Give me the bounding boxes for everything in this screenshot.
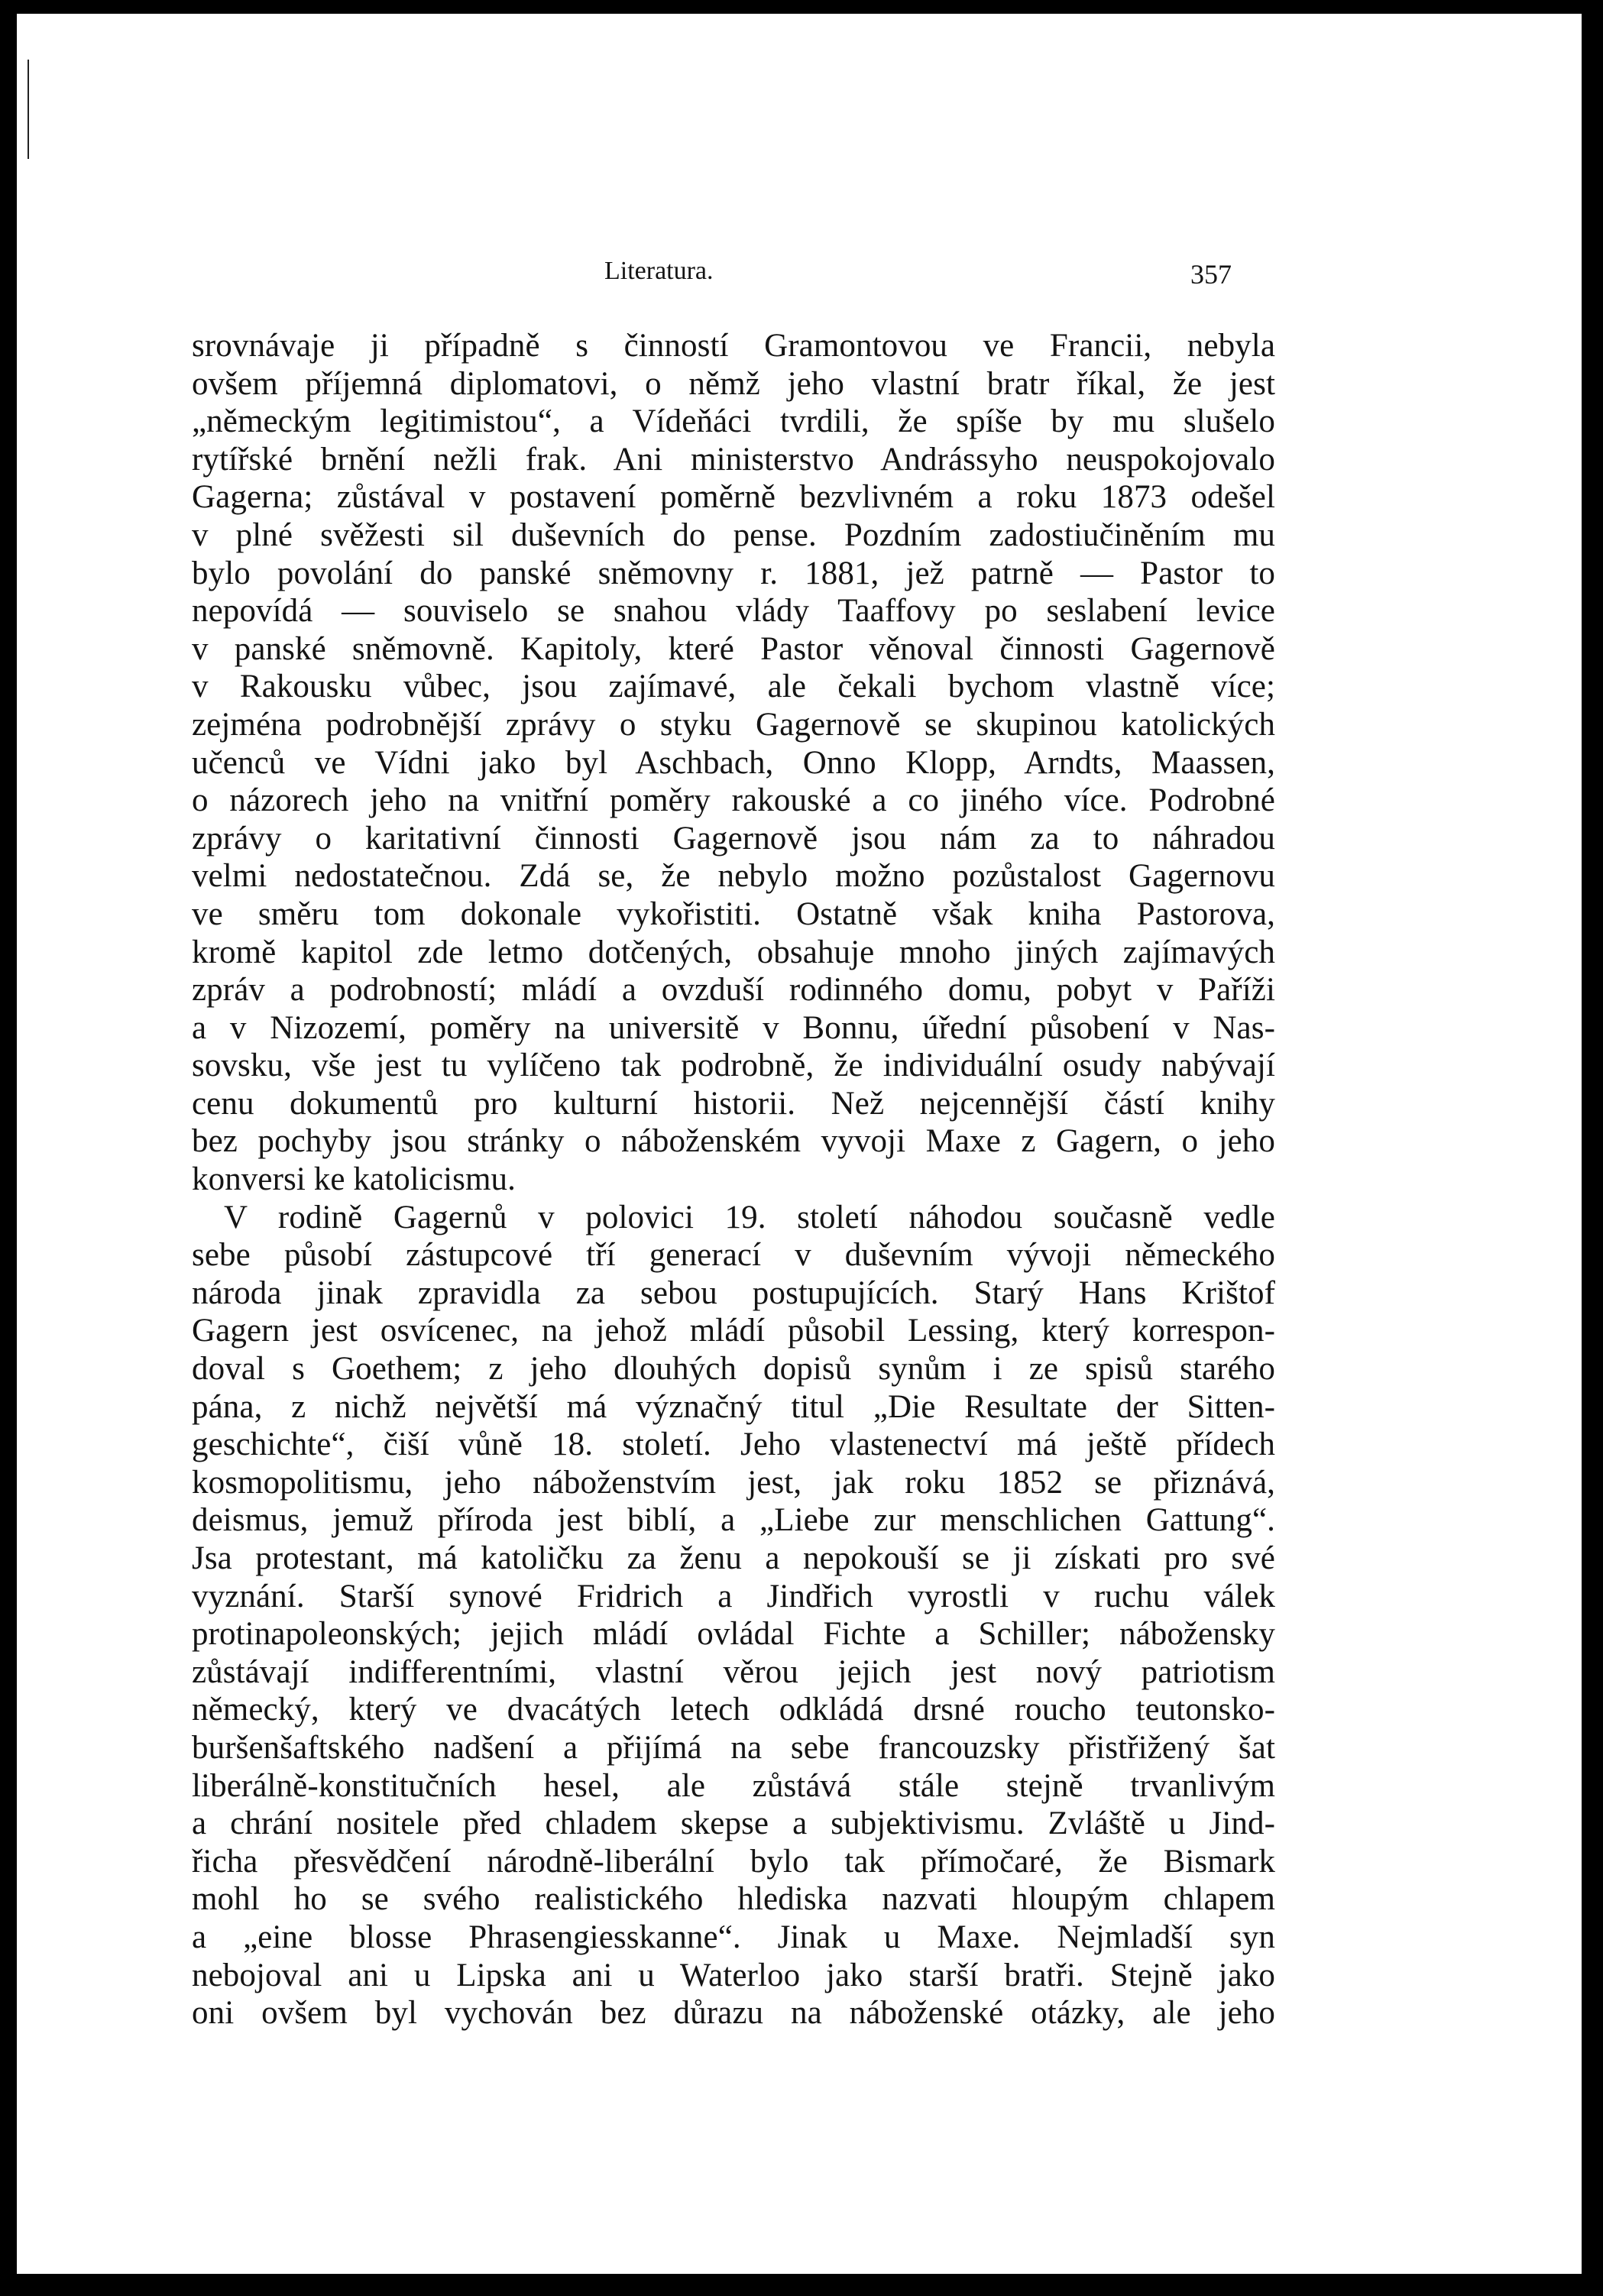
scan-edge-line xyxy=(28,60,29,159)
text-line: zpráv a podrobností; mládí a ovzduší rodinného domu, pobyt v Paříži xyxy=(192,972,1275,1009)
text-line: nebojoval ani u Lipska ani u Waterloo jako starší bratři. Stejně jako xyxy=(192,1957,1275,1993)
text-line: srovnávaje ji případně s činností Gramontovou ve Francii, nebyla xyxy=(192,328,1275,364)
text-line: ovšem příjemná diplomatovi, o němž jeho vlastní bratr říkal, že jest xyxy=(192,365,1275,402)
text-line: liberálně-konstitučních hesel, ale zůstává stále stejně trvanlivým xyxy=(192,1767,1275,1804)
text-line: geschichte“, čiší vůně 18. století. Jeho vlastenectví má ještě přídech xyxy=(192,1426,1275,1463)
text-line: zejména podrobnější zprávy o styku Gagernově se skupinou katolických xyxy=(192,706,1275,743)
page-number: 357 xyxy=(1190,259,1232,290)
text-line: velmi nedostatečnou. Zdá se, že nebylo možno pozůstalost Gagernovu xyxy=(192,858,1275,895)
text-line: mohl ho se svého realistického hlediska nazvati hloupým chlapem xyxy=(192,1881,1275,1918)
text-line: Jsa protestant, má katoličku za ženu a nepokouší se ji získati pro své xyxy=(192,1540,1275,1576)
text-line: oni ovšem byl vychován bez důrazu na náboženské otázky, ale jeho xyxy=(192,1995,1275,2032)
text-line: vyznání. Starší synové Fridrich a Jindřich vyrostli v ruchu válek xyxy=(192,1578,1275,1614)
text-line: zůstávají indifferentními, vlastní věrou jejich jest nový patriotism xyxy=(192,1653,1275,1690)
text-line: sovsku, vše jest tu vylíčeno tak podrobně, že individuální osudy nabývají xyxy=(192,1048,1275,1084)
text-line: Gagern jest osvícenec, na jehož mládí působil Lessing, který korrespon- xyxy=(192,1313,1275,1349)
text-line: deismus, jemuž příroda jest biblí, a „Liebe zur menschlichen Gattung“. xyxy=(192,1502,1275,1539)
text-line: zprávy o karitativní činnosti Gagernově jsou nám za to náhradou xyxy=(192,820,1275,857)
text-line: bez pochyby jsou stránky o náboženském vyvoji Maxe z Gagern, o jeho xyxy=(192,1123,1275,1160)
text-line: pána, z nichž největší má význačný titul „Die Resultate der Sitten- xyxy=(192,1388,1275,1425)
text-line: doval s Goethem; z jeho dlouhých dopisů synům i ze spisů starého xyxy=(192,1351,1275,1388)
text-line: učenců ve Vídni jako byl Aschbach, Onno Klopp, Arndts, Maassen, xyxy=(192,744,1275,781)
text-line: německý, který ve dvacátých letech odkládá drsné roucho teutonsko- xyxy=(192,1692,1275,1728)
text-line: rytířské brnění nežli frak. Ani ministerstvo Andrássyho neuspokojovalo xyxy=(192,441,1275,478)
text-line: v Rakousku vůbec, jsou zajímavé, ale čekali bychom vlastně více; xyxy=(192,669,1275,705)
text-line: v plné svěžesti sil duševních do pense. Pozdním zadostiučiněním mu xyxy=(192,517,1275,553)
text-line: řicha přesvědčení národně-liberální bylo tak přímočaré, že Bismark xyxy=(192,1843,1275,1880)
text-line: nepovídá — souviselo se snahou vlády Taaffovy po seslabení levice xyxy=(192,593,1275,630)
text-line: konversi ke katolicismu. xyxy=(192,1161,516,1198)
text-line: Gagerna; zůstával v postavení poměrně bezvlivném a roku 1873 odešel xyxy=(192,479,1275,516)
text-line: kromě kapitol zde letmo dotčených, obsahuje mnoho jiných zajímavých xyxy=(192,934,1275,970)
text-line: a „eine blosse Phrasengiesskanne“. Jinak u Maxe. Nejmladší syn xyxy=(192,1919,1275,1955)
text-line: protinapoleonských; jejich mládí ovládal Fichte a Schiller; nábožensky xyxy=(192,1616,1275,1653)
text-line: ve směru tom dokonale vykořistiti. Ostatně však kniha Pastorova, xyxy=(192,895,1275,932)
text-line: národa jinak zpravidla za sebou postupujících. Starý Hans Krištof xyxy=(192,1274,1275,1311)
text-line: bylo povolání do panské sněmovny r. 1881, jež patrně — Pastor to xyxy=(192,555,1275,591)
running-head xyxy=(17,257,1582,295)
running-title: Literatura. xyxy=(604,257,714,285)
text-line: kosmopolitismu, jeho náboženstvím jest, jak roku 1852 se přiznává, xyxy=(192,1464,1275,1501)
text-line: buršenšaftského nadšení a přijímá na sebe francouzsky přistřižený šat xyxy=(192,1729,1275,1766)
text-line: v panské sněmovně. Kapitoly, které Pastor věnoval činnosti Gagernově xyxy=(192,630,1275,667)
body-text xyxy=(192,327,1275,2032)
text-line: a v Nizozemí, poměry na universitě v Bonnu, úřední působení v Nas- xyxy=(192,1009,1275,1046)
text-line: sebe působí zástupcové tří generací v duševním vývoji německého xyxy=(192,1237,1275,1274)
book-page xyxy=(17,14,1582,2274)
text-line: V rodině Gagernů v polovici 19. století náhodou současně vedle xyxy=(224,1199,1275,1235)
text-line: cenu dokumentů pro kulturní historii. Než nejcennější částí knihy xyxy=(192,1085,1275,1122)
text-line: a chrání nositele před chladem skepse a subjektivismu. Zvláště u Jind- xyxy=(192,1805,1275,1842)
text-line: „německým legitimistou“, a Vídeňáci tvrdili, že spíše by mu slušelo xyxy=(192,403,1275,440)
text-line: o názorech jeho na vnitřní poměry rakouské a co jiného více. Podrobné xyxy=(192,782,1275,819)
